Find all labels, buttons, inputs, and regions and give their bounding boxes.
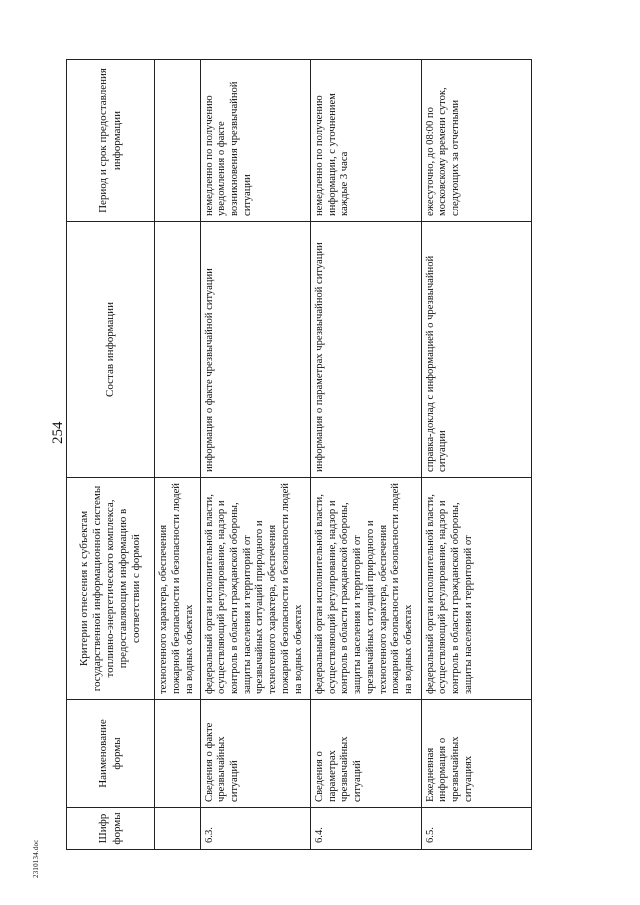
table-row	[421, 60, 532, 850]
row-code: 6.3.	[200, 808, 310, 850]
row-code: 6.5.	[421, 808, 532, 850]
header-period: Период и срок предоставления информации	[67, 60, 155, 222]
header-criteria: Критерии отнесения к субъектам государственной информационной системы топливно-энергетического комплекса, предоставляющим информацию в соответствии с формой	[67, 478, 155, 700]
row-name: Сведения о факте чрезвычайных ситуаций	[200, 700, 310, 808]
row-criteria: федеральный орган исполнительной власти, осуществляющий регулирование, надзор и контроль в области гражданской обороны, защиты населения и территорий от чрезвычайных ситуаций природного и техногенного характера, обеспечения пожарной безопасности и безопасности людей на водных объектах	[200, 478, 310, 700]
cont-name	[155, 700, 200, 808]
row-period: ежесуточно, до 08:00 по московскому времени суток, следующих за отчетными	[421, 60, 532, 222]
row-name: Ежедневная информация о чрезвычайных ситуациях	[421, 700, 532, 808]
page-number: 254	[50, 421, 66, 444]
row-composition: справка-доклад с информацией о чрезвычайной ситуации	[421, 222, 532, 478]
row-period: немедленно по получению информации, с уточнением каждые 3 часа	[311, 60, 421, 222]
row-composition: информация о параметрах чрезвычайной ситуации	[311, 222, 421, 478]
table-header-row	[67, 60, 155, 850]
row-criteria: федеральный орган исполнительной власти, осуществляющий регулирование, надзор и контроль в области гражданской обороны, защиты населения и территорий от	[421, 478, 532, 700]
header-code: Шифр формы	[67, 808, 155, 850]
row-period: немедленно по получению уведомления о факте возникновения чрезвычайной ситуации	[200, 60, 310, 222]
forms-table	[66, 59, 532, 850]
row-criteria: федеральный орган исполнительной власти, осуществляющий регулирование, надзор и контроль в области гражданской обороны, защиты населения и территорий от чрезвычайных ситуаций природного и техногенного характера, обеспечения пожарной безопасности и безопасности людей на водных объектах	[311, 478, 421, 700]
header-name: Наименование формы	[67, 700, 155, 808]
document-code: 2310134.doc	[32, 839, 40, 878]
cont-composition	[155, 222, 200, 478]
row-code: 6.4.	[311, 808, 421, 850]
row-composition: информация о факте чрезвычайной ситуации	[200, 222, 310, 478]
row-name: Сведения о параметрах чрезвычайных ситуаций	[311, 700, 421, 808]
table-row	[311, 60, 421, 850]
header-composition: Состав информации	[67, 222, 155, 478]
cont-code	[155, 808, 200, 850]
cont-criteria: техногенного характера, обеспечения пожарной безопасности и безопасности людей на водных объектах	[155, 478, 200, 700]
cont-period	[155, 60, 200, 222]
table-container	[66, 60, 532, 850]
table-row	[200, 60, 310, 850]
table-row-continuation	[155, 60, 200, 850]
